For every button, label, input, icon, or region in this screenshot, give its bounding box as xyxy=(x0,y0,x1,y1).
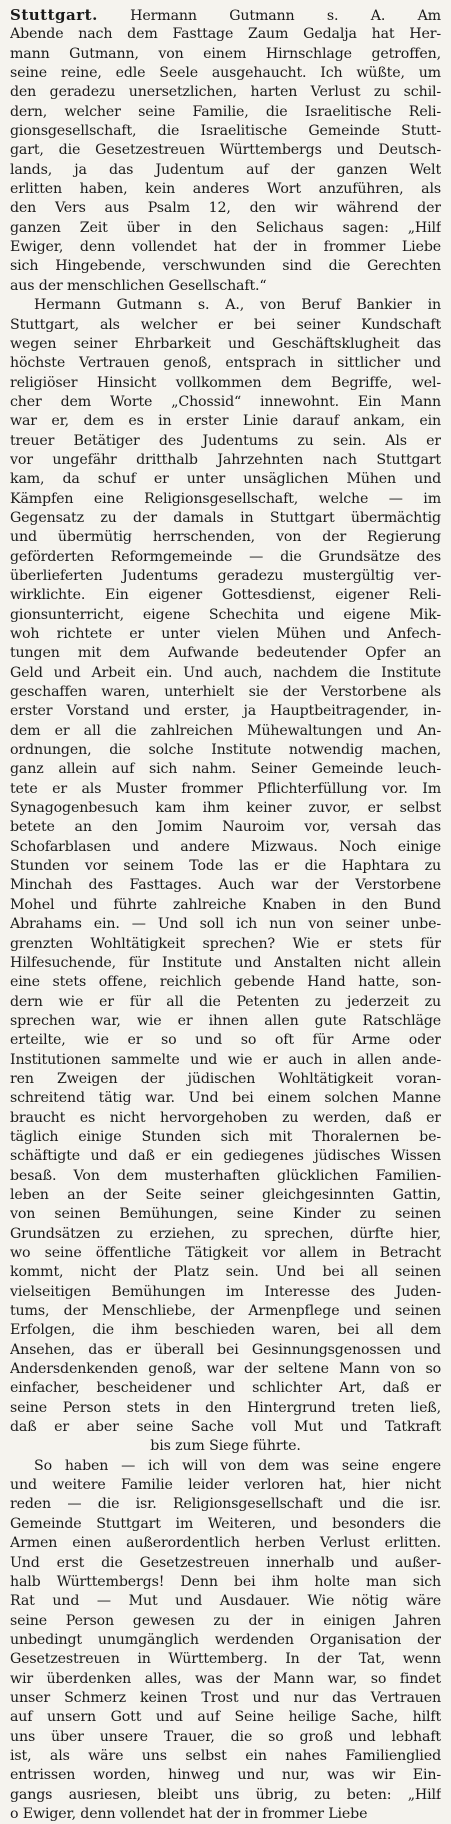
text-line: und übermütig herrschenden, von der Regierung xyxy=(10,529,441,546)
text-line: Geld und Arbeit ein. Und auch, nachdem die Institute xyxy=(10,664,441,681)
text-line: vor ungefähr dritthalb Jahrzehnten nach Stuttgart xyxy=(10,451,441,468)
text-line xyxy=(10,6,441,25)
text-line: leben an der Seite seiner gleichgesinnten Gattin, xyxy=(10,1186,441,1203)
text-line: gionsgesellschaft, die Israelitische Gemeinde Stutt- xyxy=(10,123,441,140)
text-line: besaß. Von dem musterhaften glücklichen Familien- xyxy=(10,1167,441,1184)
text-line: Stuttgart, als welcher er bei seiner Kundschaft xyxy=(10,316,441,333)
text-line: war er, dem es in erster Linie darauf ankam, ein xyxy=(10,413,441,430)
article-paragraph xyxy=(10,1457,441,1824)
text-line: woh richtete er unter vielen Mühen und Anfech- xyxy=(10,626,441,642)
text-line: dem er all die zahlreichen Mühewaltungen und An- xyxy=(10,722,441,739)
text-line: geschaffen waren, unterhielt sie der Verstorbene als xyxy=(10,684,441,701)
text-line: Gemeinde Stuttgart im Weiteren, und besonders die xyxy=(10,1515,441,1532)
text-line: Abende nach dem Fasttage Zaum Gedalja hat Her- xyxy=(10,26,441,43)
text-line: Hilfesuchende, für Institute und Anstalten nicht allein xyxy=(10,954,441,971)
text-line: ordnungen, die solche Institute notwendig machen, xyxy=(10,742,441,759)
text-line: daß er aber seine Sache voll Mut und Tatkraft xyxy=(10,1419,441,1436)
text-line: ren Zweigen der jüdischen Wohltätigkeit voran- xyxy=(10,1070,441,1087)
text-line: betete an den Jomim Nauroim vor, versah das xyxy=(10,819,441,836)
text-line: religiöser Hinsicht vollkommen dem Begriffe, wel- xyxy=(10,374,441,391)
text-line: o Ewiger, denn vollendet hat der in frommer Liebe xyxy=(10,1805,368,1822)
text-line: gionsunterricht, eigene Schechita und eigene Mik- xyxy=(10,606,441,623)
text-line: Ansehen, das er überall bei Gesinnungsgenossen und xyxy=(10,1341,441,1358)
text-line: Schofarblasen und andere Mizwaus. Noch einige xyxy=(10,838,441,855)
text-line: Gegensatz zu der damals in Stuttgart übermächtig xyxy=(10,509,441,526)
text-line: Stunden vor seinem Tode las er die Haphtara zu xyxy=(10,858,441,875)
text-line: aus der menschlichen Gesellschaft.“ xyxy=(10,277,267,294)
text-line: kommt, nicht der Platz sein. Und bei all seinen xyxy=(10,1264,441,1281)
text-line: wirklichte. Ein eigener Gottesdienst, eigener Reli- xyxy=(10,587,441,604)
text-line: einfacher, bescheidener und schlichter Art, daß er xyxy=(10,1380,441,1397)
text-line: höchste Vertrauen genoß, entsprach in sittlicher und xyxy=(10,355,441,372)
text-line: erlitten haben, kein anderes Wort anzuführen, als xyxy=(10,181,441,198)
text-line: eine stets offene, reichlich gebende Hand hatte, son- xyxy=(10,974,441,991)
text-line: schäftigte und daß er ein gediegenes jüdisches Wissen xyxy=(10,1148,441,1165)
text-line: ganzen Zeit über in den Selichaus sagen: „Hilf xyxy=(10,219,441,236)
text-line: Kämpfen eine Religionsgesellschaft, welche — im xyxy=(10,490,441,507)
text-line: erteilte, wie er so und so oft für Arme oder xyxy=(10,1032,441,1049)
article-paragraph xyxy=(10,296,441,1457)
text-line: wo seine öffentliche Tätigkeit vor allem in Betracht xyxy=(10,1245,441,1261)
text-line: Andersdenkenden genoß, war der seltene Mann von so xyxy=(10,1361,441,1378)
text-line: gangs ausriesen, bleibt uns übrig, zu beten: „Hilf xyxy=(10,1786,441,1803)
text-line: Und erst die Gesetzestreuen innerhalb und außer- xyxy=(10,1554,441,1571)
text-line: Ewiger, denn vollendet hat der in frommer Liebe xyxy=(10,239,441,256)
text-line: seine reine, edle Seele ausgehaucht. Ich wüßte, um xyxy=(10,65,441,82)
text-line: Mohel und führte zahlreiche Knaben in den Bund xyxy=(10,896,441,913)
text-line: überlieferten Judentums geradezu mustergültig ver- xyxy=(10,567,441,584)
text-line: seine Person gewesen zu der in einigen Jahren xyxy=(10,1612,441,1629)
text-line: treuer Betätiger des Judentums zu sein. Als er xyxy=(10,432,441,449)
text-line: kam, da schuf er unter unsäglichen Mühen und xyxy=(10,471,441,488)
text-line: vielseitigen Bemühungen im Interesse des Juden- xyxy=(10,1283,441,1300)
article-paragraph xyxy=(10,6,441,296)
text-line: Erfolgen, die ihm beschieden waren, bei all dem xyxy=(10,1322,441,1339)
text-line: lands, ja das Judentum auf der ganzen Welt xyxy=(10,161,441,178)
text-line: tums, der Menschliebe, der Armenpflege und seinen xyxy=(10,1303,441,1320)
text-line: gart, die Gesetzestreuen Württembergs und Deutsch- xyxy=(10,142,441,159)
text-line: uns über unsere Trauer, die so groß und lebhaft xyxy=(10,1728,441,1745)
text-line: seine Person stets in den Hintergrund treten ließ, xyxy=(10,1399,441,1416)
text-line: wir überdenken alles, was der Mann war, so findet xyxy=(10,1670,441,1687)
text-line: grenzten Wohltätigkeit sprechen? Wie er stets für xyxy=(10,935,441,952)
text-line: dern wie er für all die Petenten zu jederzeit zu xyxy=(10,993,441,1010)
text-line: So haben — ich will von dem was seine engere xyxy=(34,1457,441,1474)
text-line: und weitere Familie leider verloren hat, hier nicht xyxy=(10,1477,441,1494)
text-line: Grundsätzen zu erziehen, zu sprechen, dürfte hier, xyxy=(10,1225,441,1242)
text-line: täglich einige Stunden sich mit Thoralernen be- xyxy=(10,1128,441,1145)
text-line: mann Gutmann, von einem Hirnschlage getroffen, xyxy=(10,45,441,62)
text-line: ganz allein auf sich nahm. Seiner Gemeinde leuch- xyxy=(10,761,441,778)
text-line: sprechen war, wie er ihnen allen gute Ratschläge xyxy=(10,1012,441,1029)
text-line: unser Schmerz keinen Trost und nur das Vertrauen xyxy=(10,1689,441,1706)
headline: Stuttgart. xyxy=(10,6,98,24)
text-line: Rat und — Mut und Ausdauer. Wie nötig wäre xyxy=(10,1593,441,1610)
text-line: den geradezu unersetzlichen, harten Verlust zu schil- xyxy=(10,84,441,101)
text-line: Gesetzestreuen in Württemberg. In der Tat, wenn xyxy=(10,1651,441,1668)
text-line: erster Vorstand und erster, ja Hauptbeitragender, in- xyxy=(10,703,441,720)
text-line: tete er als Muster frommer Pflichterfüllung vor. Im xyxy=(10,780,441,797)
text-line: tungen mit dem Aufwande bedeutender Opfer an xyxy=(10,645,441,662)
text-line: wegen seiner Ehrbarkeit und Geschäftsklugheit das xyxy=(10,335,441,352)
text-line: reden — die isr. Religionsgesellschaft und die isr. xyxy=(10,1496,441,1513)
text-line: von seinen Bemühungen, seine Kinder zu seinen xyxy=(10,1206,441,1223)
text-line: Abrahams ein. — Und soll ich nun von seiner unbe- xyxy=(10,916,441,933)
text-line: dern, welcher seine Familie, die Israelitische Reli- xyxy=(10,103,441,120)
text-line: Armen einen außerordentlich herben Verlust erlitten. xyxy=(10,1535,441,1552)
text-line: auf unsern Gott und auf Seine heilige Sache, hilft xyxy=(10,1709,441,1726)
headline-rest: Hermann Gutmann s. A. Am xyxy=(130,8,441,24)
text-line: Minchah des Fasttages. Auch war der Verstorbene xyxy=(10,877,441,894)
text-line: Hermann Gutmann s. A., von Beruf Bankier in xyxy=(34,297,441,314)
text-line: cher dem Worte „Chossid“ innewohnt. Ein Mann xyxy=(10,393,441,410)
text-line: Institutionen sammelte und wie er auch in allen ande- xyxy=(10,1051,441,1068)
text-line: halb Württembergs! Denn bei ihm holte man sich xyxy=(10,1573,441,1590)
text-line: Synagogenbesuch kam ihm keiner zuvor, er selbst xyxy=(10,800,441,817)
text-line: sich Hingebende, verschwunden sind die Gerechten xyxy=(10,258,441,275)
text-line: ist, als wäre uns selbst ein nahes Familienglied xyxy=(10,1747,441,1764)
text-line: schreitend tätig war. Und bei einem solchen Manne xyxy=(10,1090,441,1107)
text-line: geförderten Reformgemeinde — die Grundsätze des xyxy=(10,548,441,565)
text-line: entrissen worden, hinweg und nur, was wir Ein- xyxy=(10,1767,441,1784)
text-line: bis zum Siege führte. xyxy=(150,1438,301,1455)
text-line: den Vers aus Psalm 12, den wir während der xyxy=(10,200,441,217)
text-line: braucht es nicht hervorgehoben zu werden, daß er xyxy=(10,1109,441,1126)
text-line: unbedingt unumgänglich werdenden Organisation der xyxy=(10,1631,441,1648)
